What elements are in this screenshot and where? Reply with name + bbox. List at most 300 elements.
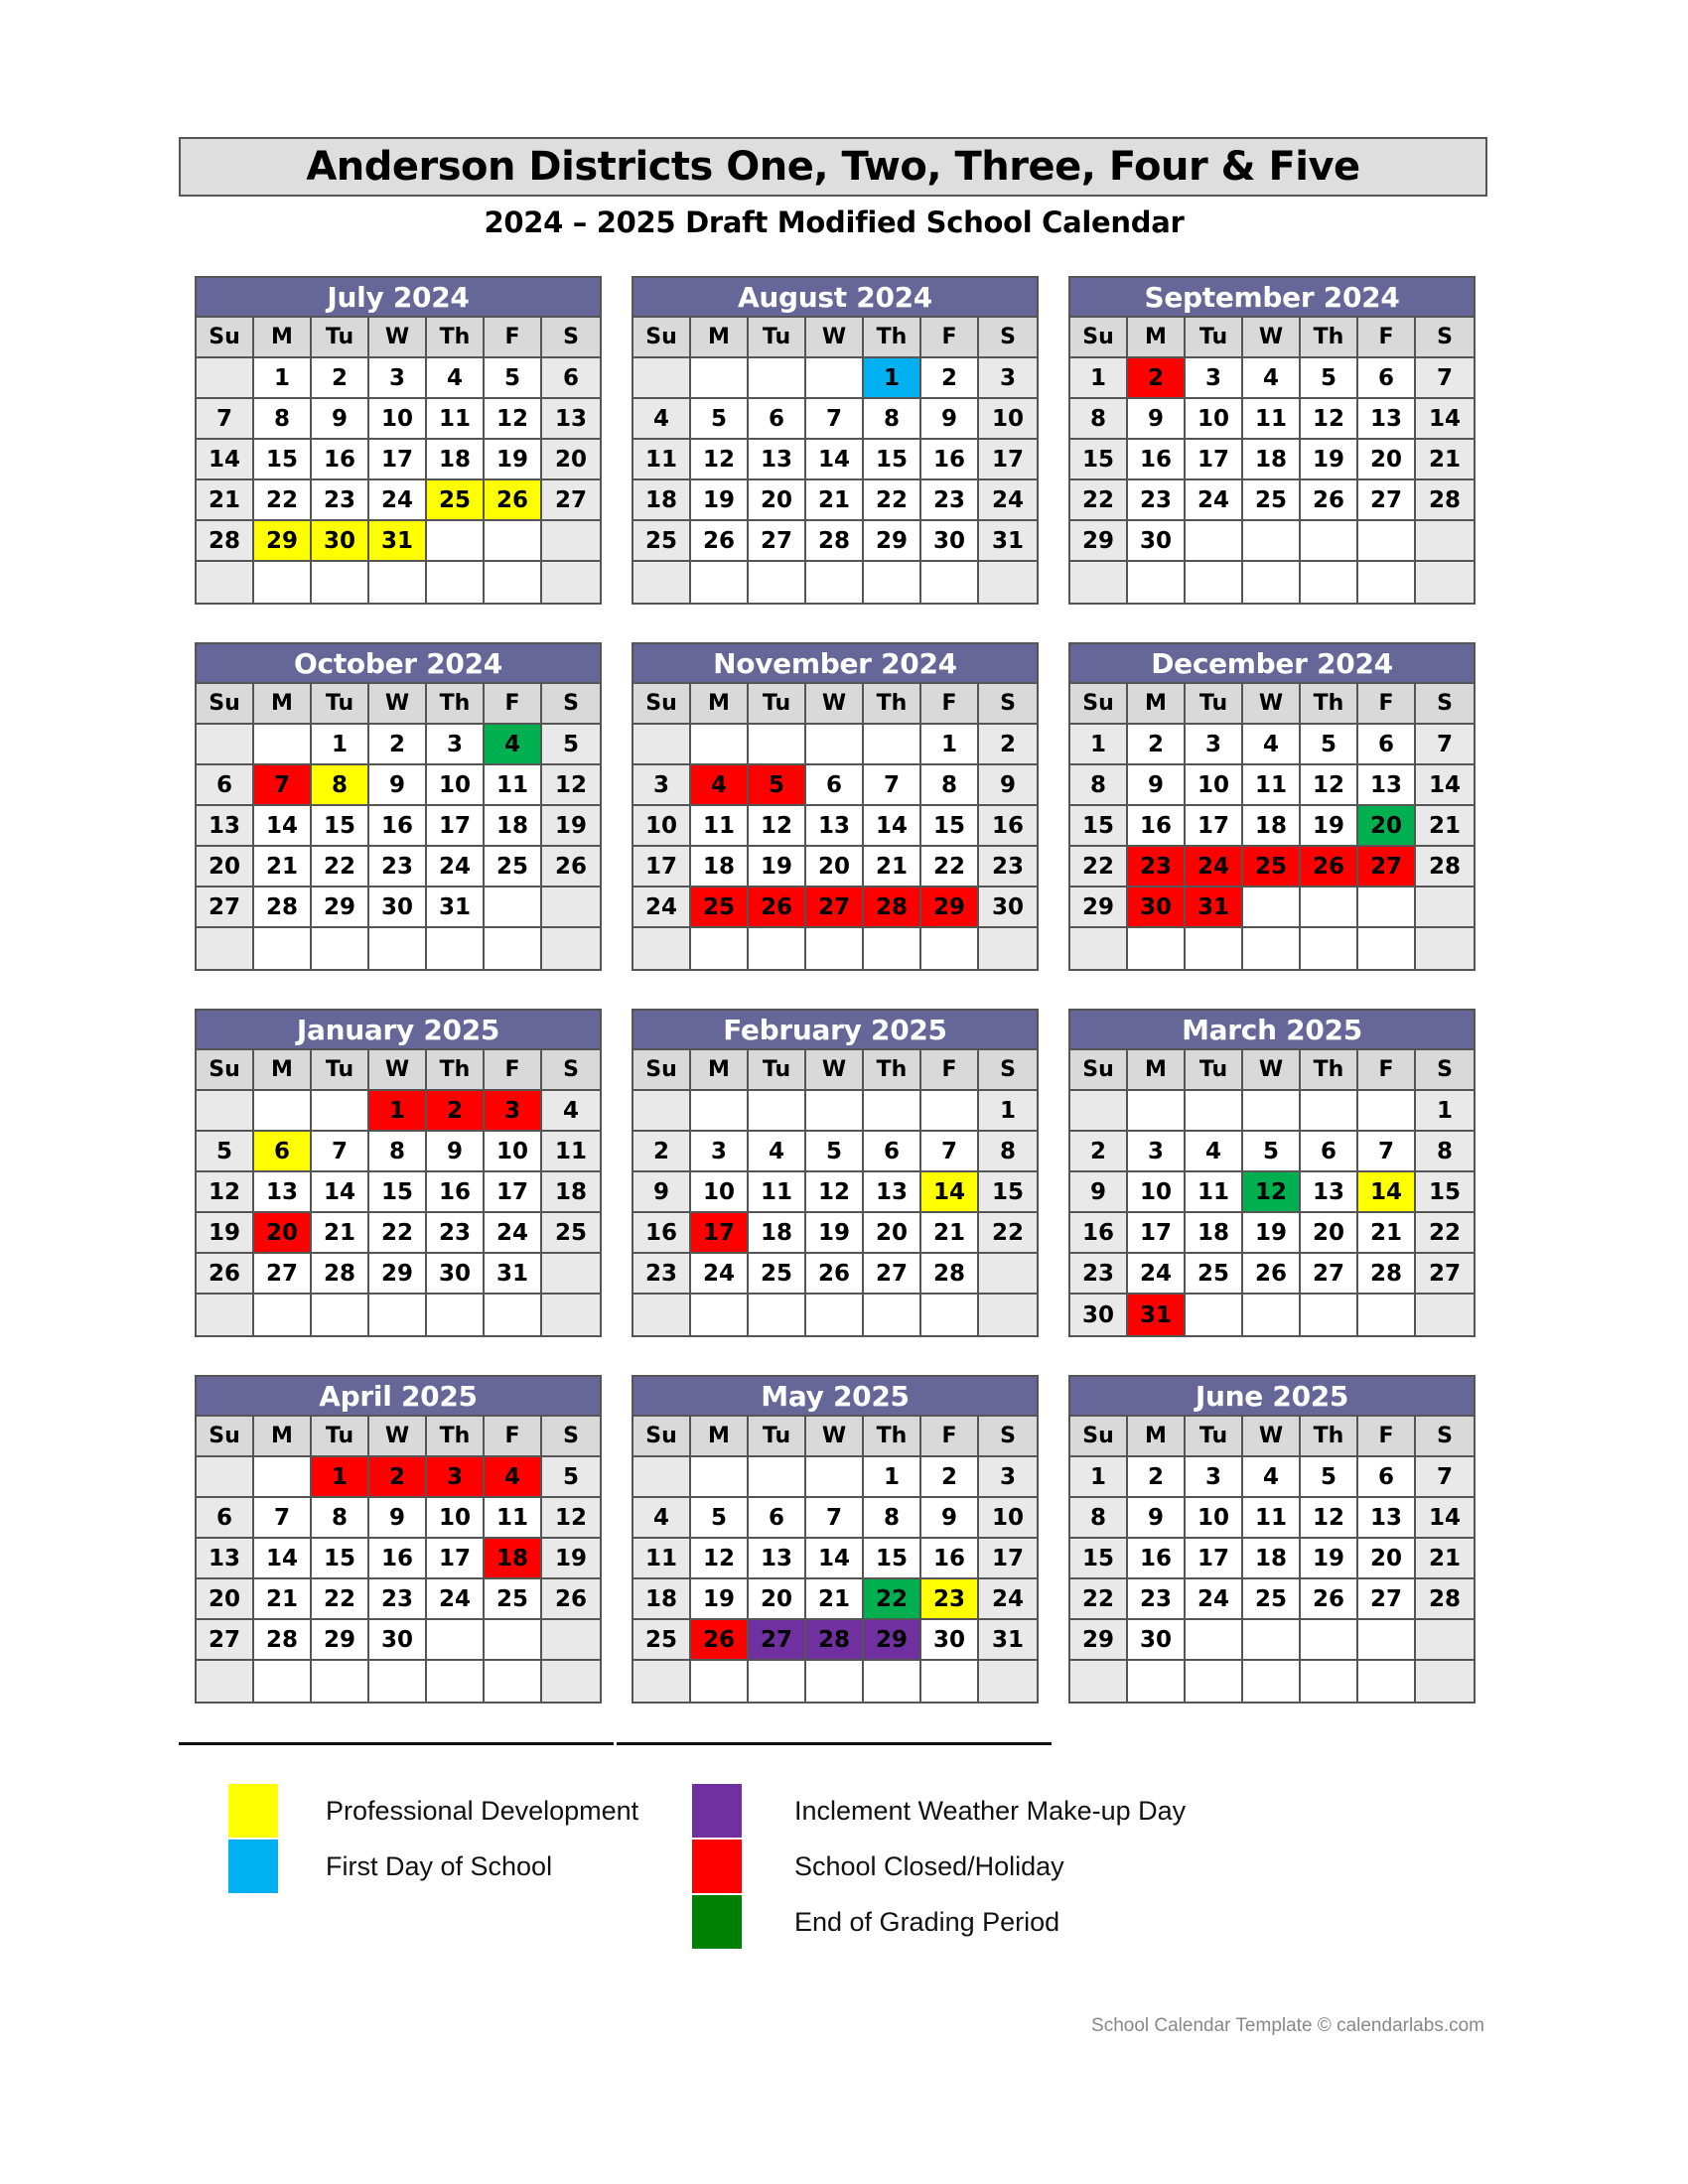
day-cell: 23 — [1070, 1254, 1128, 1295]
day-cell: 12 — [1301, 765, 1358, 806]
day-cell: 1 — [1070, 358, 1128, 399]
day-cell: 27 — [864, 1254, 921, 1295]
day-cell: 26 — [806, 1254, 864, 1295]
empty-day-cell — [1070, 562, 1128, 603]
day-cell: 13 — [864, 1172, 921, 1213]
empty-day-cell — [921, 1661, 979, 1702]
empty-day-cell — [197, 1091, 254, 1132]
weekday-header: Tu — [749, 1417, 806, 1457]
day-cell: 14 — [806, 1539, 864, 1579]
day-cell: 9 — [1128, 1498, 1186, 1539]
month-day-grid — [633, 1050, 1037, 1335]
day-cell: 29 — [312, 1620, 369, 1661]
weekday-header: Th — [1301, 1417, 1358, 1457]
empty-day-cell — [197, 1295, 254, 1335]
empty-day-cell — [806, 358, 864, 399]
empty-day-cell — [979, 928, 1037, 969]
weekday-header: S — [542, 1417, 600, 1457]
day-cell: 20 — [197, 847, 254, 887]
day-cell: 30 — [921, 1620, 979, 1661]
weekday-header: F — [485, 1417, 542, 1457]
day-cell: 31 — [979, 521, 1037, 562]
day-cell: 18 — [1243, 440, 1301, 480]
day-cell: 22 — [921, 847, 979, 887]
day-cell: 31 — [1186, 887, 1243, 928]
day-cell: 27 — [1358, 847, 1416, 887]
empty-day-cell — [806, 1091, 864, 1132]
empty-day-cell — [806, 1295, 864, 1335]
day-cell: 24 — [1186, 1579, 1243, 1620]
empty-day-cell — [1070, 928, 1128, 969]
empty-day-cell — [542, 562, 600, 603]
day-cell: 18 — [1186, 1213, 1243, 1254]
day-cell: 1 — [864, 358, 921, 399]
day-cell: 10 — [1186, 765, 1243, 806]
day-cell: 23 — [921, 1579, 979, 1620]
day-cell: 21 — [864, 847, 921, 887]
day-cell: 20 — [542, 440, 600, 480]
day-cell: 4 — [485, 725, 542, 765]
empty-day-cell — [1358, 1620, 1416, 1661]
day-cell: 29 — [1070, 1620, 1128, 1661]
day-cell: 3 — [1186, 358, 1243, 399]
empty-day-cell — [1358, 887, 1416, 928]
empty-day-cell — [806, 1661, 864, 1702]
day-cell: 31 — [1128, 1295, 1186, 1335]
empty-day-cell — [1416, 1661, 1474, 1702]
day-cell: 7 — [312, 1132, 369, 1172]
day-cell: 10 — [1186, 399, 1243, 440]
weekday-header: S — [1416, 1050, 1474, 1091]
day-cell: 21 — [197, 480, 254, 521]
day-cell: 2 — [1128, 725, 1186, 765]
weekday-header: Tu — [312, 684, 369, 725]
day-cell: 16 — [1128, 440, 1186, 480]
weekday-header: Tu — [312, 1417, 369, 1457]
day-cell: 15 — [864, 440, 921, 480]
empty-day-cell — [921, 1295, 979, 1335]
empty-day-cell — [749, 358, 806, 399]
month-calendar-february-2025 — [632, 1009, 1039, 1337]
day-cell: 26 — [1243, 1254, 1301, 1295]
day-cell: 25 — [1186, 1254, 1243, 1295]
empty-day-cell — [1301, 1661, 1358, 1702]
empty-day-cell — [1301, 562, 1358, 603]
weekday-header: F — [485, 1050, 542, 1091]
month-calendar-november-2024 — [632, 642, 1039, 971]
day-cell: 27 — [749, 1620, 806, 1661]
empty-day-cell — [1128, 928, 1186, 969]
day-cell: 4 — [633, 399, 691, 440]
day-cell: 23 — [1128, 847, 1186, 887]
day-cell: 27 — [197, 887, 254, 928]
day-cell: 17 — [427, 1539, 485, 1579]
day-cell: 6 — [197, 1498, 254, 1539]
day-cell: 3 — [485, 1091, 542, 1132]
day-cell: 29 — [864, 1620, 921, 1661]
day-cell: 6 — [197, 765, 254, 806]
weekday-header: W — [806, 1417, 864, 1457]
day-cell: 19 — [1243, 1213, 1301, 1254]
day-cell: 24 — [979, 1579, 1037, 1620]
day-cell: 27 — [1416, 1254, 1474, 1295]
day-cell: 28 — [806, 521, 864, 562]
empty-day-cell — [542, 928, 600, 969]
weekday-header: Tu — [1186, 1050, 1243, 1091]
day-cell: 10 — [691, 1172, 749, 1213]
day-cell: 9 — [1128, 765, 1186, 806]
empty-day-cell — [691, 562, 749, 603]
empty-day-cell — [1186, 1620, 1243, 1661]
day-cell: 30 — [979, 887, 1037, 928]
empty-day-cell — [485, 521, 542, 562]
day-cell: 3 — [633, 765, 691, 806]
day-cell: 17 — [1186, 440, 1243, 480]
day-cell: 10 — [633, 806, 691, 847]
day-cell: 16 — [979, 806, 1037, 847]
empty-day-cell — [633, 928, 691, 969]
weekday-header: W — [369, 684, 427, 725]
empty-day-cell — [1070, 1661, 1128, 1702]
empty-day-cell — [1358, 562, 1416, 603]
month-day-grid — [1070, 684, 1474, 969]
footer-credit: School Calendar Template © calendarlabs.com — [1091, 2015, 1484, 2036]
day-cell: 13 — [806, 806, 864, 847]
day-cell: 25 — [1243, 1579, 1301, 1620]
day-cell: 13 — [1358, 399, 1416, 440]
empty-day-cell — [633, 358, 691, 399]
empty-day-cell — [691, 358, 749, 399]
day-cell: 20 — [254, 1213, 312, 1254]
empty-day-cell — [864, 562, 921, 603]
day-cell: 11 — [1243, 399, 1301, 440]
day-cell: 11 — [427, 399, 485, 440]
day-cell: 27 — [1301, 1254, 1358, 1295]
day-cell: 17 — [427, 806, 485, 847]
weekday-header: F — [1358, 1050, 1416, 1091]
day-cell: 7 — [806, 1498, 864, 1539]
month-calendar-december-2024 — [1068, 642, 1476, 971]
day-cell: 24 — [691, 1254, 749, 1295]
empty-day-cell — [1301, 887, 1358, 928]
empty-day-cell — [254, 562, 312, 603]
day-cell: 19 — [749, 847, 806, 887]
day-cell: 11 — [485, 1498, 542, 1539]
day-cell: 15 — [369, 1172, 427, 1213]
weekday-header: Tu — [312, 1050, 369, 1091]
day-cell: 19 — [1301, 440, 1358, 480]
day-cell: 14 — [921, 1172, 979, 1213]
day-cell: 2 — [979, 725, 1037, 765]
day-cell: 29 — [312, 887, 369, 928]
day-cell: 15 — [312, 1539, 369, 1579]
empty-day-cell — [1128, 1661, 1186, 1702]
empty-day-cell — [369, 1295, 427, 1335]
day-cell: 12 — [806, 1172, 864, 1213]
weekday-header: Tu — [312, 318, 369, 358]
page-subtitle: 2024 – 2025 Draft Modified School Calendar — [484, 205, 1185, 239]
day-cell: 12 — [197, 1172, 254, 1213]
day-cell: 28 — [806, 1620, 864, 1661]
day-cell: 17 — [1128, 1213, 1186, 1254]
day-cell: 4 — [427, 358, 485, 399]
empty-day-cell — [1243, 928, 1301, 969]
day-cell: 23 — [427, 1213, 485, 1254]
month-title: August 2024 — [633, 278, 1037, 318]
day-cell: 25 — [1243, 847, 1301, 887]
month-day-grid — [633, 1417, 1037, 1702]
page-title: Anderson Districts One, Two, Three, Four & Five — [306, 144, 1360, 190]
day-cell: 7 — [806, 399, 864, 440]
day-cell: 26 — [691, 521, 749, 562]
day-cell: 8 — [864, 399, 921, 440]
empty-day-cell — [1186, 928, 1243, 969]
day-cell: 7 — [864, 765, 921, 806]
day-cell: 12 — [1301, 399, 1358, 440]
day-cell: 19 — [1301, 806, 1358, 847]
month-title: November 2024 — [633, 644, 1037, 684]
day-cell: 16 — [369, 1539, 427, 1579]
day-cell: 18 — [427, 440, 485, 480]
empty-day-cell — [542, 1620, 600, 1661]
weekday-header: Tu — [749, 684, 806, 725]
day-cell: 15 — [1070, 440, 1128, 480]
day-cell: 21 — [1416, 1539, 1474, 1579]
day-cell: 21 — [1416, 440, 1474, 480]
day-cell: 9 — [979, 765, 1037, 806]
empty-day-cell — [749, 928, 806, 969]
weekday-header: Th — [864, 684, 921, 725]
day-cell: 12 — [542, 765, 600, 806]
day-cell: 15 — [312, 806, 369, 847]
empty-day-cell — [485, 1620, 542, 1661]
day-cell: 20 — [197, 1579, 254, 1620]
day-cell: 12 — [691, 1539, 749, 1579]
weekday-header: Su — [197, 684, 254, 725]
empty-day-cell — [197, 725, 254, 765]
day-cell: 14 — [1416, 1498, 1474, 1539]
empty-day-cell — [1128, 1091, 1186, 1132]
empty-day-cell — [691, 1457, 749, 1498]
day-cell: 11 — [1243, 765, 1301, 806]
day-cell: 9 — [369, 1498, 427, 1539]
day-cell: 22 — [369, 1213, 427, 1254]
empty-day-cell — [427, 1620, 485, 1661]
day-cell: 5 — [542, 725, 600, 765]
day-cell: 9 — [921, 399, 979, 440]
day-cell: 2 — [1128, 1457, 1186, 1498]
day-cell: 9 — [633, 1172, 691, 1213]
day-cell: 24 — [427, 847, 485, 887]
day-cell: 2 — [1070, 1132, 1128, 1172]
day-cell: 23 — [979, 847, 1037, 887]
day-cell: 7 — [254, 1498, 312, 1539]
weekday-header: W — [1243, 318, 1301, 358]
day-cell: 20 — [749, 1579, 806, 1620]
day-cell: 14 — [1416, 399, 1474, 440]
empty-day-cell — [485, 562, 542, 603]
day-cell: 20 — [1358, 1539, 1416, 1579]
day-cell: 15 — [979, 1172, 1037, 1213]
day-cell: 6 — [749, 399, 806, 440]
day-cell: 8 — [369, 1132, 427, 1172]
weekday-header: Su — [197, 1050, 254, 1091]
day-cell: 11 — [749, 1172, 806, 1213]
day-cell: 10 — [979, 399, 1037, 440]
legend-label-school-closed: School Closed/Holiday — [794, 1851, 1064, 1881]
day-cell: 11 — [1186, 1172, 1243, 1213]
day-cell: 16 — [921, 1539, 979, 1579]
weekday-header: F — [1358, 318, 1416, 358]
weekday-header: F — [921, 1050, 979, 1091]
day-cell: 20 — [864, 1213, 921, 1254]
day-cell: 18 — [691, 847, 749, 887]
weekday-header: Th — [864, 1050, 921, 1091]
day-cell: 5 — [485, 358, 542, 399]
day-cell: 26 — [1301, 480, 1358, 521]
day-cell: 12 — [542, 1498, 600, 1539]
day-cell: 8 — [254, 399, 312, 440]
day-cell: 20 — [1358, 440, 1416, 480]
empty-day-cell — [1301, 1295, 1358, 1335]
empty-day-cell — [1358, 1661, 1416, 1702]
day-cell: 17 — [691, 1213, 749, 1254]
legend-swatch-professional-development — [228, 1784, 278, 1838]
day-cell: 12 — [1243, 1172, 1301, 1213]
day-cell: 2 — [427, 1091, 485, 1132]
weekday-header: Su — [633, 318, 691, 358]
day-cell: 16 — [1128, 1539, 1186, 1579]
day-cell: 22 — [864, 480, 921, 521]
empty-day-cell — [1186, 521, 1243, 562]
empty-day-cell — [312, 562, 369, 603]
empty-day-cell — [864, 1091, 921, 1132]
empty-day-cell — [1186, 1661, 1243, 1702]
day-cell: 4 — [1243, 358, 1301, 399]
day-cell: 21 — [806, 1579, 864, 1620]
day-cell: 18 — [633, 1579, 691, 1620]
weekday-header: Th — [864, 318, 921, 358]
day-cell: 30 — [1070, 1295, 1128, 1335]
weekday-header: M — [254, 318, 312, 358]
weekday-header: S — [542, 684, 600, 725]
day-cell: 19 — [691, 480, 749, 521]
month-day-grid — [197, 1050, 600, 1335]
day-cell: 27 — [542, 480, 600, 521]
empty-day-cell — [806, 1457, 864, 1498]
day-cell: 31 — [369, 521, 427, 562]
empty-day-cell — [1070, 1091, 1128, 1132]
empty-day-cell — [1358, 928, 1416, 969]
empty-day-cell — [979, 1254, 1037, 1295]
day-cell: 19 — [1301, 1539, 1358, 1579]
legend-label-end-of-grading: End of Grading Period — [794, 1907, 1060, 1937]
day-cell: 9 — [312, 399, 369, 440]
empty-day-cell — [542, 887, 600, 928]
empty-day-cell — [485, 1295, 542, 1335]
day-cell: 3 — [691, 1132, 749, 1172]
day-cell: 25 — [485, 847, 542, 887]
day-cell: 6 — [864, 1132, 921, 1172]
empty-day-cell — [1301, 1091, 1358, 1132]
day-cell: 5 — [691, 399, 749, 440]
day-cell: 27 — [197, 1620, 254, 1661]
day-cell: 31 — [485, 1254, 542, 1295]
empty-day-cell — [427, 1295, 485, 1335]
weekday-header: M — [1128, 684, 1186, 725]
day-cell: 11 — [633, 1539, 691, 1579]
day-cell: 29 — [254, 521, 312, 562]
weekday-header: Su — [633, 684, 691, 725]
empty-day-cell — [369, 928, 427, 969]
empty-day-cell — [369, 1661, 427, 1702]
day-cell: 15 — [921, 806, 979, 847]
month-title: June 2025 — [1070, 1377, 1474, 1417]
weekday-header: M — [691, 318, 749, 358]
empty-day-cell — [427, 521, 485, 562]
day-cell: 9 — [369, 765, 427, 806]
day-cell: 6 — [806, 765, 864, 806]
day-cell: 13 — [749, 1539, 806, 1579]
day-cell: 3 — [369, 358, 427, 399]
month-calendar-may-2025 — [632, 1375, 1039, 1704]
empty-day-cell — [864, 1295, 921, 1335]
weekday-header: M — [691, 1417, 749, 1457]
day-cell: 21 — [254, 847, 312, 887]
empty-day-cell — [749, 1457, 806, 1498]
weekday-header: W — [1243, 1050, 1301, 1091]
empty-day-cell — [197, 1457, 254, 1498]
weekday-header: Su — [633, 1417, 691, 1457]
day-cell: 16 — [633, 1213, 691, 1254]
day-cell: 6 — [542, 358, 600, 399]
weekday-header: W — [806, 1050, 864, 1091]
day-cell: 10 — [1128, 1172, 1186, 1213]
month-day-grid — [1070, 1050, 1474, 1335]
day-cell: 30 — [312, 521, 369, 562]
day-cell: 14 — [312, 1172, 369, 1213]
weekday-header: F — [921, 1417, 979, 1457]
day-cell: 20 — [1358, 806, 1416, 847]
day-cell: 17 — [633, 847, 691, 887]
month-title: October 2024 — [197, 644, 600, 684]
day-cell: 20 — [806, 847, 864, 887]
day-cell: 30 — [1128, 1620, 1186, 1661]
day-cell: 22 — [1416, 1213, 1474, 1254]
day-cell: 26 — [485, 480, 542, 521]
empty-day-cell — [427, 562, 485, 603]
month-day-grid — [633, 318, 1037, 603]
day-cell: 5 — [806, 1132, 864, 1172]
day-cell: 30 — [1128, 887, 1186, 928]
empty-day-cell — [312, 928, 369, 969]
weekday-header: Tu — [749, 1050, 806, 1091]
day-cell: 14 — [864, 806, 921, 847]
weekday-header: M — [1128, 1417, 1186, 1457]
day-cell: 15 — [864, 1539, 921, 1579]
day-cell: 13 — [1301, 1172, 1358, 1213]
empty-day-cell — [691, 1295, 749, 1335]
day-cell: 16 — [1128, 806, 1186, 847]
empty-day-cell — [979, 562, 1037, 603]
day-cell: 14 — [254, 806, 312, 847]
day-cell: 23 — [369, 1579, 427, 1620]
empty-day-cell — [1243, 1091, 1301, 1132]
day-cell: 8 — [312, 1498, 369, 1539]
empty-day-cell — [1416, 928, 1474, 969]
empty-day-cell — [1243, 521, 1301, 562]
weekday-header: Th — [427, 684, 485, 725]
